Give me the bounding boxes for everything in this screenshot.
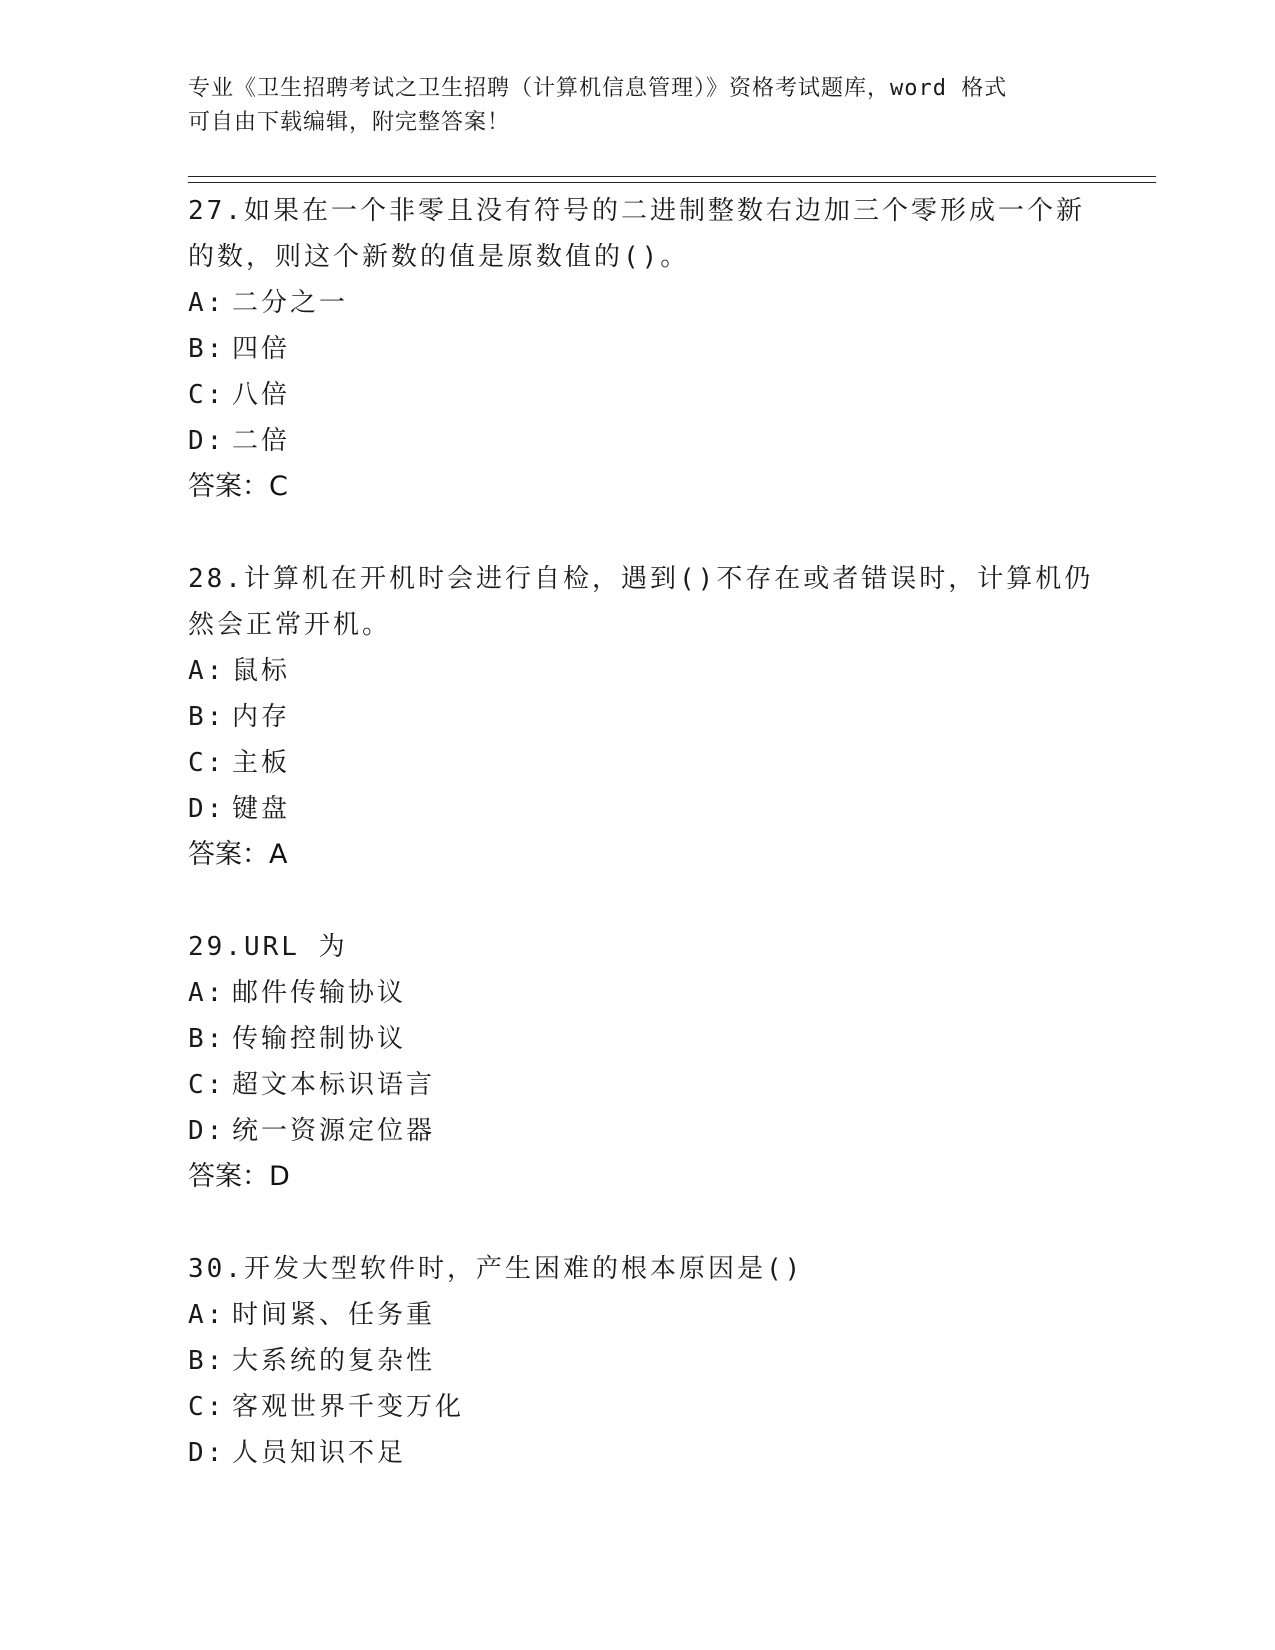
question-spacer bbox=[188, 878, 1088, 924]
option-letter: A: bbox=[188, 978, 226, 1008]
option-letter: C: bbox=[188, 1392, 226, 1422]
document-header bbox=[188, 72, 1088, 140]
option-letter: D: bbox=[188, 426, 226, 456]
option-text: 四倍 bbox=[232, 334, 291, 364]
option-b bbox=[188, 1016, 1088, 1062]
option-letter: B: bbox=[188, 334, 226, 364]
option-letter: D: bbox=[188, 1438, 226, 1468]
question-stem bbox=[188, 556, 1094, 648]
option-text: 二倍 bbox=[232, 426, 291, 456]
option-a bbox=[188, 970, 1088, 1016]
option-text: 传输控制协议 bbox=[232, 1024, 407, 1054]
option-d bbox=[188, 1430, 1088, 1476]
stem-line: 30.开发大型软件时，产生困难的根本原因是() bbox=[188, 1254, 804, 1284]
option-text: 客观世界千变万化 bbox=[232, 1392, 465, 1422]
option-text: 主板 bbox=[232, 748, 291, 778]
option-text: 八倍 bbox=[232, 380, 291, 410]
question-list bbox=[188, 188, 1094, 1476]
option-b bbox=[188, 1338, 1088, 1384]
option-letter: D: bbox=[188, 794, 226, 824]
stem-line: 29.URL 为 bbox=[188, 932, 348, 962]
stem-line: 然会正常开机。 bbox=[188, 610, 392, 640]
option-text: 人员知识不足 bbox=[232, 1438, 407, 1468]
option-c bbox=[188, 740, 1088, 786]
answer-line: 答案：C bbox=[188, 471, 288, 502]
header-divider-top bbox=[188, 176, 1156, 177]
option-letter: C: bbox=[188, 380, 226, 410]
option-b bbox=[188, 694, 1088, 740]
question-stem bbox=[188, 1246, 1088, 1292]
option-text: 超文本标识语言 bbox=[232, 1070, 436, 1100]
question-29 bbox=[188, 924, 1088, 1200]
option-letter: C: bbox=[188, 1070, 226, 1100]
answer-line: 答案：A bbox=[188, 839, 288, 870]
option-letter: B: bbox=[188, 702, 226, 732]
question-28 bbox=[188, 556, 1094, 878]
option-c bbox=[188, 1062, 1088, 1108]
option-b bbox=[188, 326, 1088, 372]
option-d bbox=[188, 1108, 1088, 1154]
header-divider-bottom bbox=[188, 182, 1156, 183]
option-letter: A: bbox=[188, 1300, 226, 1330]
answer-line: 答案：D bbox=[188, 1161, 290, 1192]
option-text: 统一资源定位器 bbox=[232, 1116, 436, 1146]
question-stem bbox=[188, 188, 1088, 280]
option-c bbox=[188, 1384, 1088, 1430]
option-text: 鼠标 bbox=[232, 656, 291, 686]
option-text: 时间紧、任务重 bbox=[232, 1300, 436, 1330]
question-30 bbox=[188, 1246, 1088, 1476]
stem-line: 27.如果在一个非零且没有符号的二进制整数右边加三个零形成一个新 bbox=[188, 196, 1085, 226]
option-letter: D: bbox=[188, 1116, 226, 1146]
option-letter: A: bbox=[188, 288, 226, 318]
option-text: 二分之一 bbox=[232, 288, 349, 318]
header-line-1: 专业《卫生招聘考试之卫生招聘（计算机信息管理）》资格考试题库，word 格式 bbox=[188, 76, 1008, 101]
option-text: 内存 bbox=[232, 702, 291, 732]
option-text: 大系统的复杂性 bbox=[232, 1346, 436, 1376]
stem-line: 的数，则这个新数的值是原数值的()。 bbox=[188, 242, 690, 272]
option-text: 键盘 bbox=[232, 794, 291, 824]
option-a bbox=[188, 648, 1088, 694]
option-letter: B: bbox=[188, 1346, 226, 1376]
option-letter: C: bbox=[188, 748, 226, 778]
header-line-2: 可自由下载编辑，附完整答案！ bbox=[188, 110, 511, 135]
option-text: 邮件传输协议 bbox=[232, 978, 407, 1008]
option-letter: B: bbox=[188, 1024, 226, 1054]
question-spacer bbox=[188, 1200, 1088, 1246]
question-27 bbox=[188, 188, 1088, 510]
option-d bbox=[188, 786, 1088, 832]
option-letter: A: bbox=[188, 656, 226, 686]
option-c bbox=[188, 372, 1088, 418]
stem-line: 28.计算机在开机时会进行自检，遇到()不存在或者错误时，计算机仍 bbox=[188, 564, 1094, 594]
option-a bbox=[188, 280, 1088, 326]
question-spacer bbox=[188, 510, 1088, 556]
question-stem bbox=[188, 924, 1088, 970]
option-a bbox=[188, 1292, 1088, 1338]
option-d bbox=[188, 418, 1088, 464]
